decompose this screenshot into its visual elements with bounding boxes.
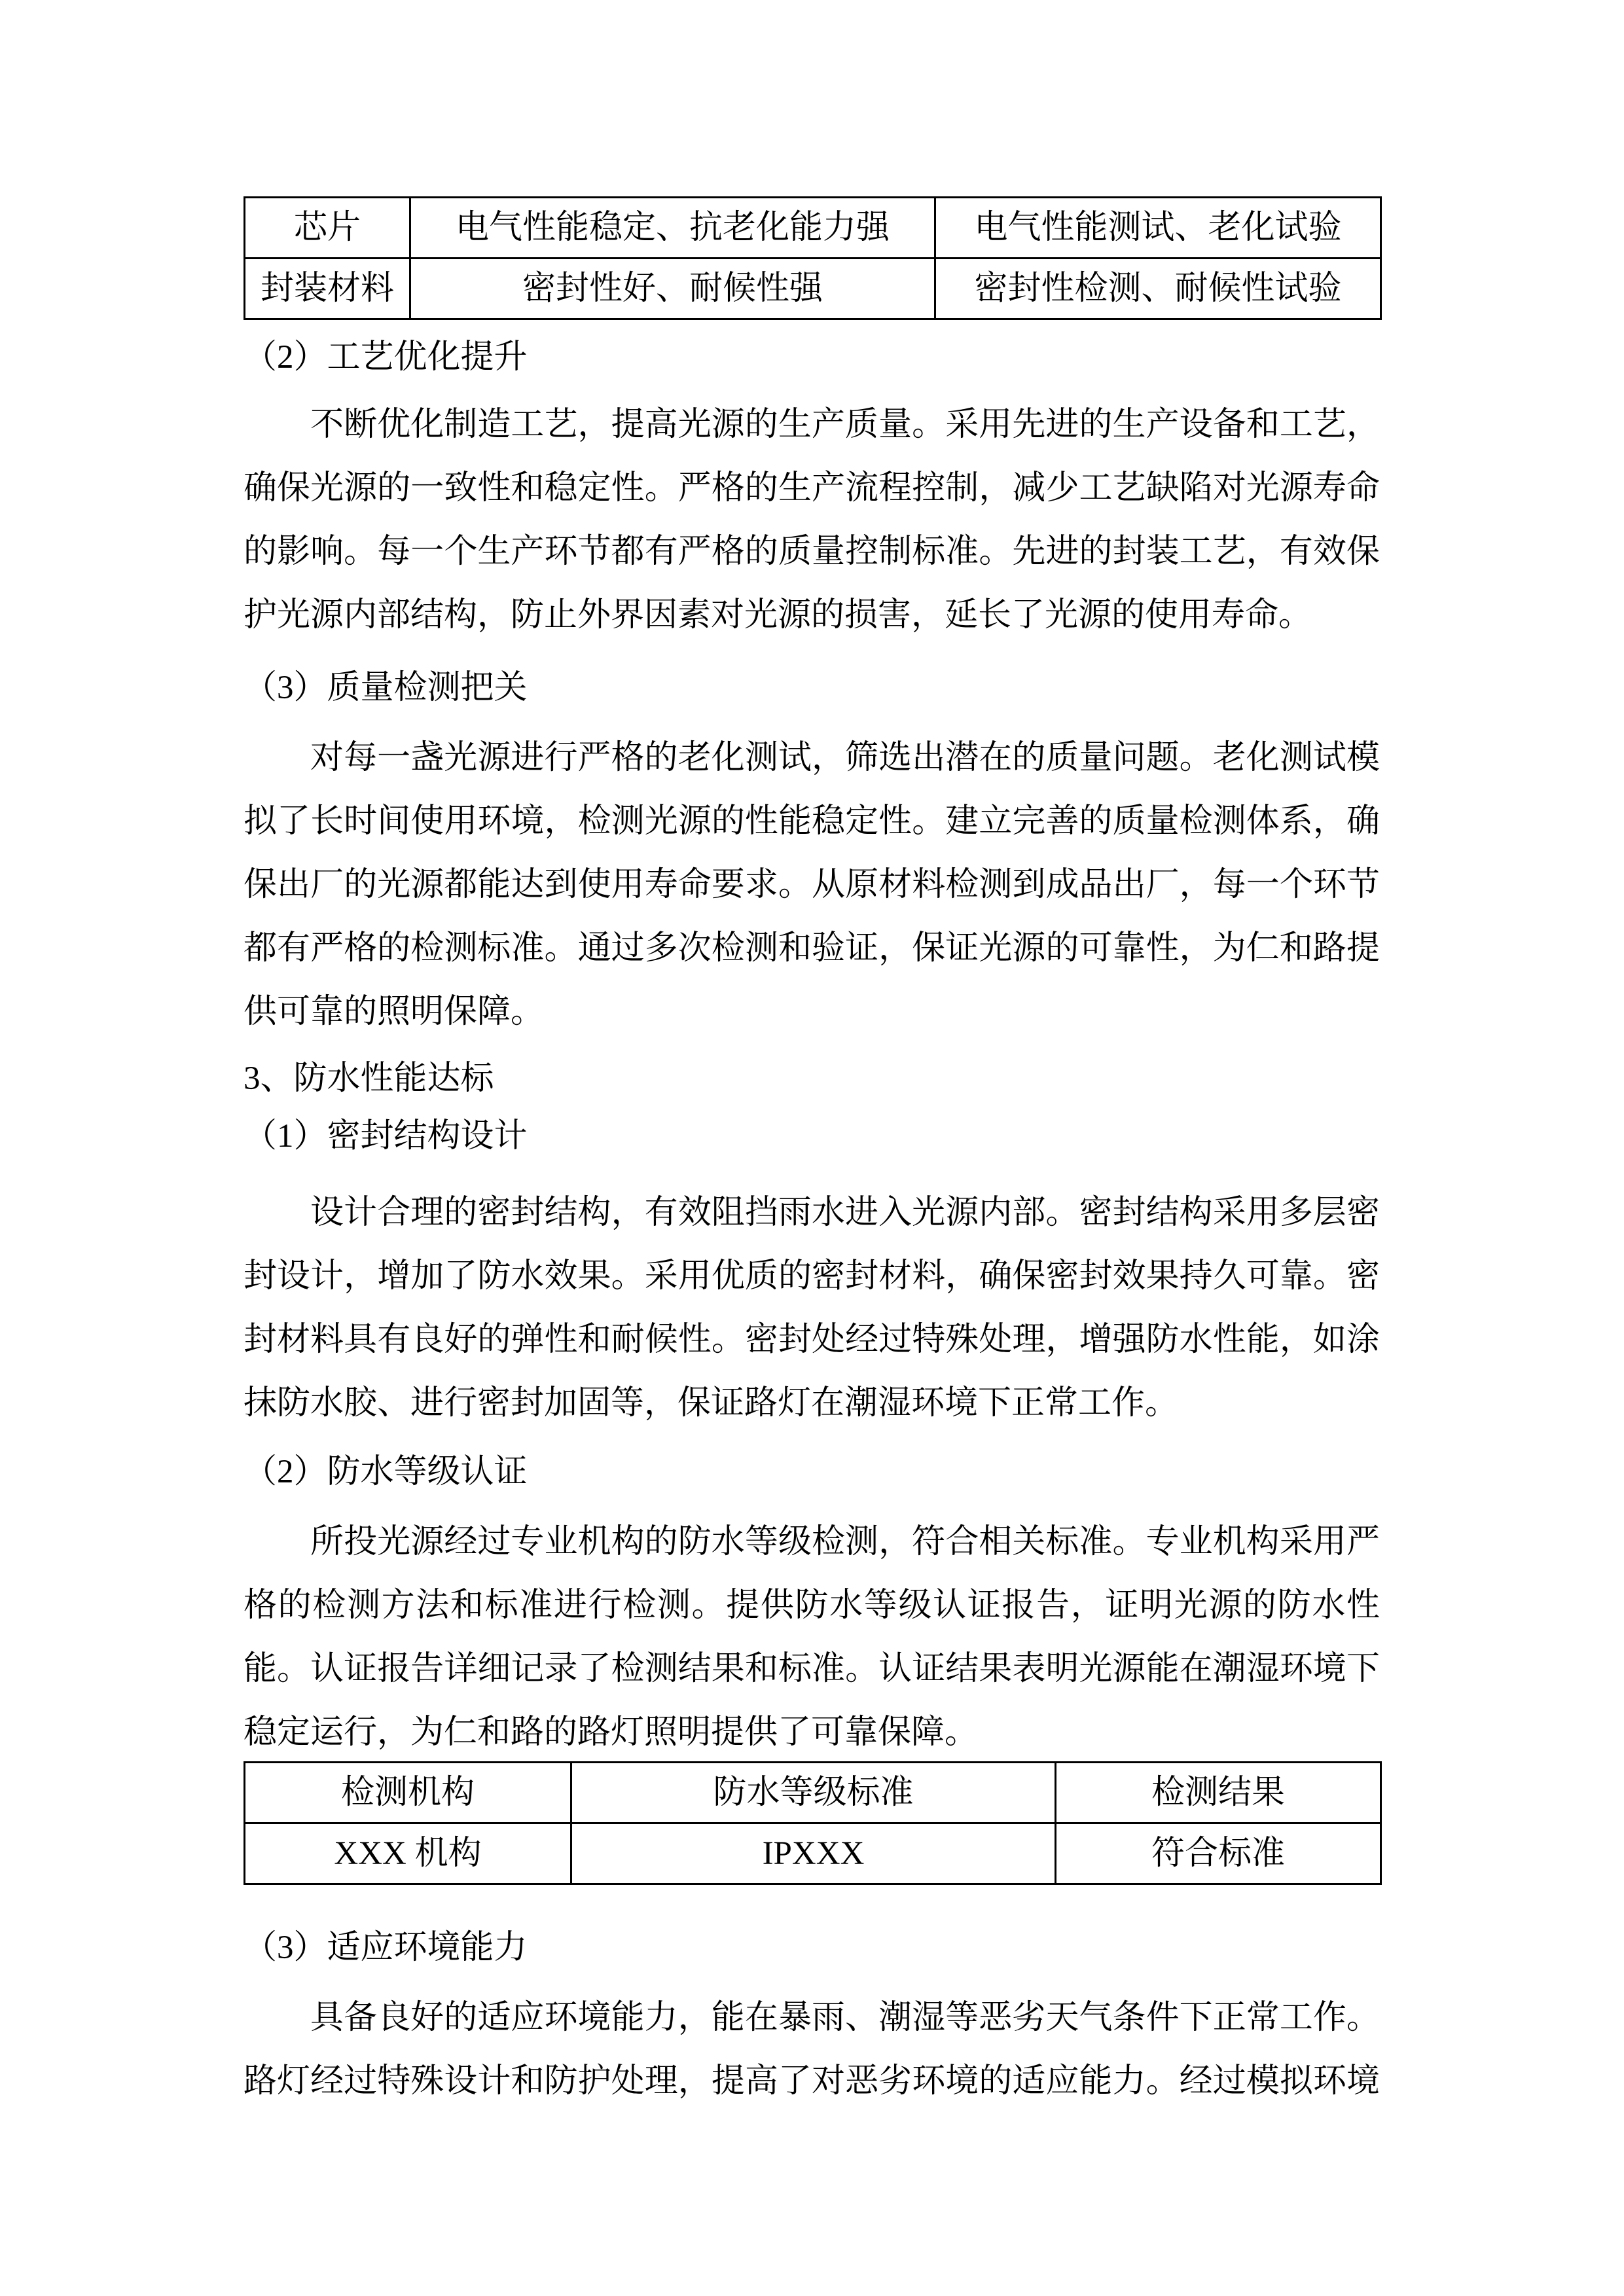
section-heading-seal-design: （1）密封结构设计 [244,1118,528,1155]
text-line: 保出厂的光源都能达到使用寿命要求。从原材料检测到成品出厂，每一个环节 [244,867,1380,903]
text-line: 封设计，增加了防水效果。采用优质的密封材料，确保密封效果持久可靠。密 [244,1258,1380,1295]
table-cell: 芯片 [245,198,410,259]
table-cell: XXX 机构 [245,1823,571,1884]
text-line: 拟了长时间使用环境，检测光源的性能稳定性。建立完善的质量检测体系，确 [244,803,1380,840]
text-line: 的影响。每一个生产环节都有严格的质量控制标准。先进的封装工艺，有效保 [244,533,1380,570]
table-header-cell: 防水等级标准 [571,1763,1056,1823]
text-line: 封材料具有良好的弹性和耐候性。密封处经过特殊处理，增强防水性能，如涂 [244,1321,1380,1358]
text-line: 设计合理的密封结构，有效阻挡雨水进入光源内部。密封结构采用多层密 [310,1194,1380,1231]
table-cell: 封装材料 [245,259,410,319]
component-reliability-table [244,196,1382,320]
text-line: 抹防水胶、进行密封加固等，保证路灯在潮湿环境下正常工作。 [244,1385,1179,1422]
text-line: 具备良好的适应环境能力，能在暴雨、潮湿等恶劣天气条件下正常工作。 [310,2000,1380,2036]
waterproof-rating-table [244,1761,1382,1885]
paragraph-environment-adaptability [244,1986,1380,2113]
text-line: 所投光源经过专业机构的防水等级检测，符合相关标准。专业机构采用严 [310,1524,1380,1560]
table-row [245,259,1381,319]
text-line: 不断优化制造工艺，提高光源的生产质量。采用先进的生产设备和工艺， [310,406,1380,443]
paragraph-quality-inspection [244,726,1380,1044]
text-line: 供可靠的照明保障。 [244,994,545,1030]
table-cell: 电气性能测试、老化试验 [935,198,1381,259]
text-line: 都有严格的检测标准。通过多次检测和验证，保证光源的可靠性，为仁和路提 [244,930,1380,967]
table-cell: 密封性好、耐候性强 [410,259,935,319]
section-heading-craft-optimization: （2）工艺优化提升 [244,339,528,376]
table-header-cell: 检测结果 [1056,1763,1381,1823]
text-line: 确保光源的一致性和稳定性。严格的生产流程控制，减少工艺缺陷对光源寿命 [244,470,1380,507]
section-heading-waterproof-performance: 3、防水性能达标 [244,1060,494,1097]
table-row [245,198,1381,259]
table-row [245,1823,1381,1884]
paragraph-seal-design [244,1181,1380,1435]
section-heading-environment-adaptability: （3）适应环境能力 [244,1929,528,1966]
section-heading-waterproof-rating: （2）防水等级认证 [244,1454,528,1490]
paragraph-waterproof-rating [244,1511,1380,1765]
section-heading-quality-inspection: （3）质量检测把关 [244,670,528,706]
table-cell: 符合标准 [1056,1823,1381,1884]
paragraph-craft-optimization [244,393,1380,647]
text-line: 格的检测方法和标准进行检测。提供防水等级认证报告，证明光源的防水性 [244,1587,1380,1624]
text-line: 能。认证报告详细记录了检测结果和标准。认证结果表明光源能在潮湿环境下 [244,1651,1380,1687]
table-header-row [245,1763,1381,1823]
text-line: 护光源内部结构，防止外界因素对光源的损害，延长了光源的使用寿命。 [244,597,1312,634]
text-line: 路灯经过特殊设计和防护处理，提高了对恶劣环境的适应能力。经过模拟环境 [244,2063,1380,2100]
table-cell: 电气性能稳定、抗老化能力强 [410,198,935,259]
text-line: 稳定运行，为仁和路的路灯照明提供了可靠保障。 [244,1714,979,1751]
table-cell: IPXXX [571,1823,1056,1884]
table-cell: 密封性检测、耐候性试验 [935,259,1381,319]
table-header-cell: 检测机构 [245,1763,571,1823]
text-line: 对每一盏光源进行严格的老化测试，筛选出潜在的质量问题。老化测试模 [310,740,1380,776]
